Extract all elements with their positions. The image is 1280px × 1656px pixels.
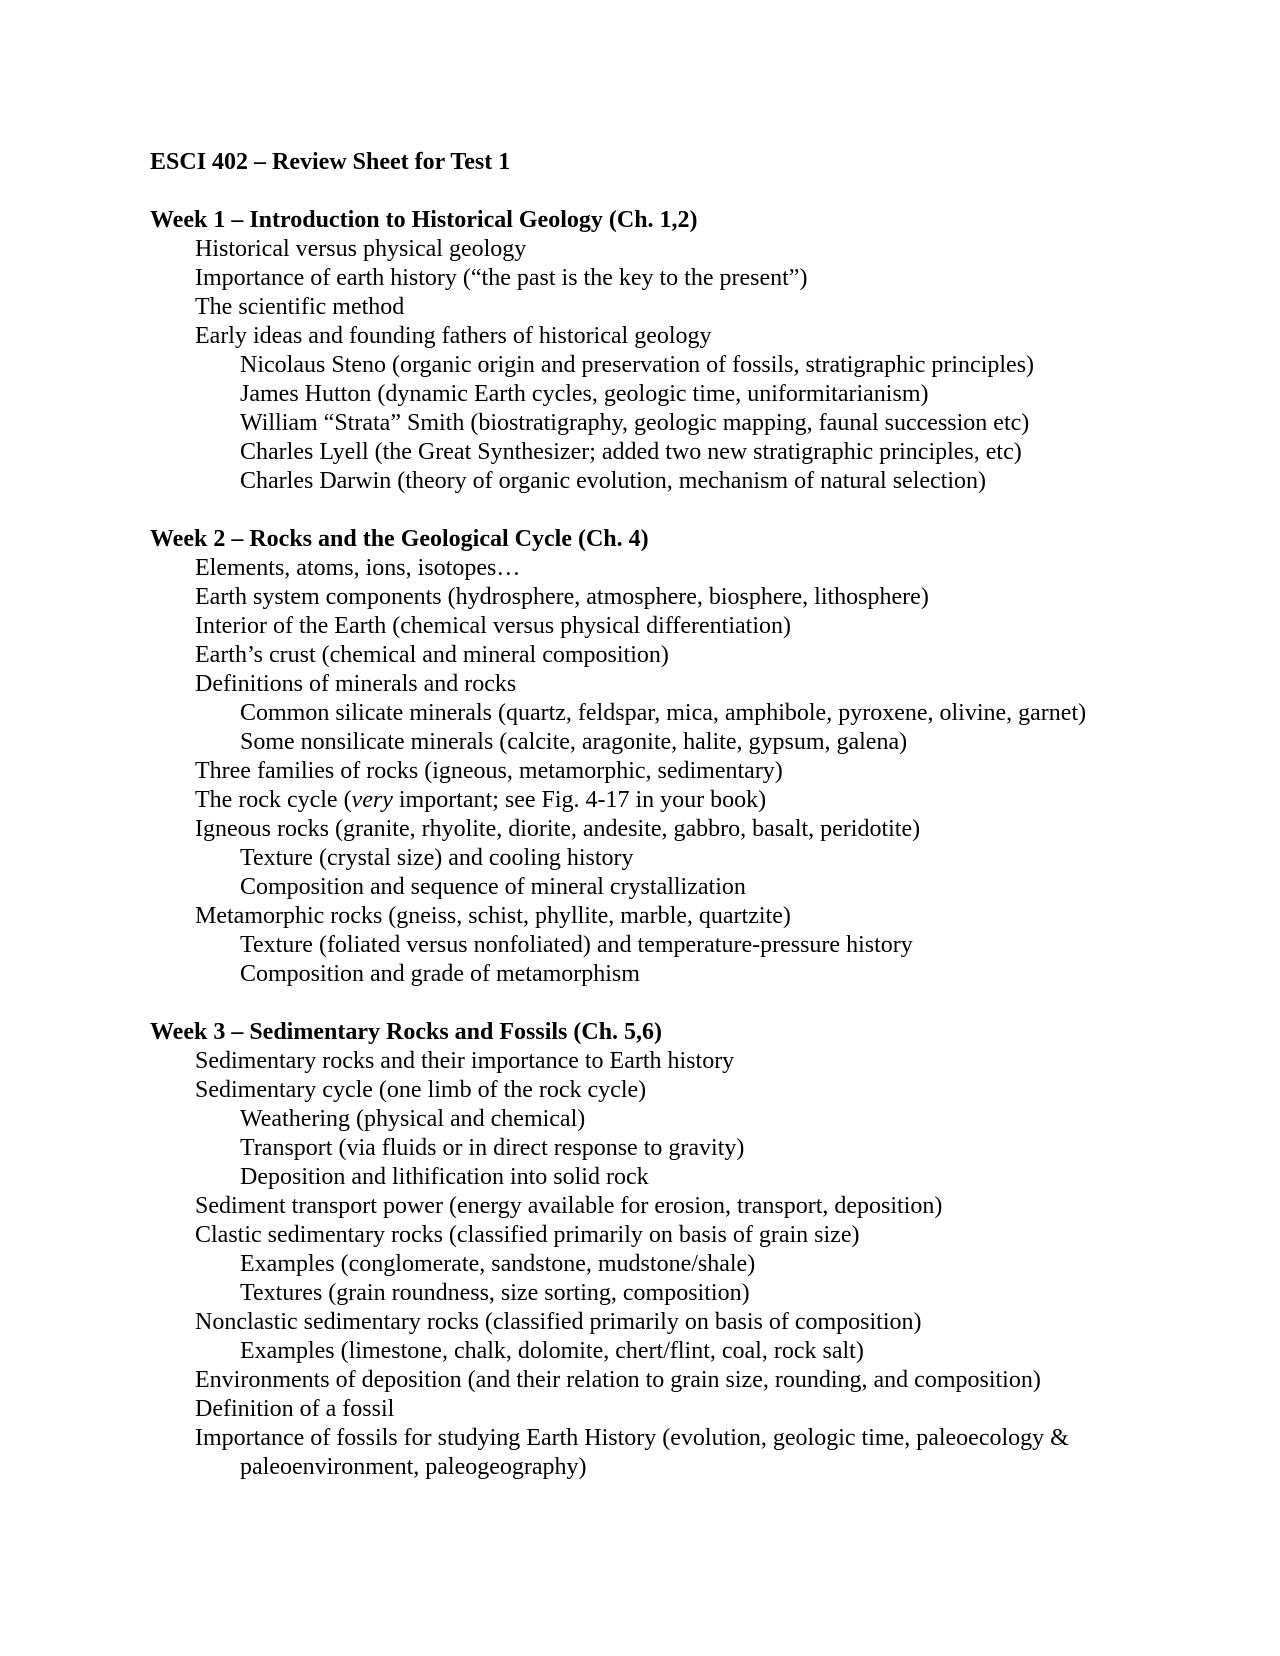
sub-list-item: Nicolaus Steno (organic origin and preservation of fossils, stratigraphic principles) <box>240 352 1035 378</box>
list-item: Metamorphic rocks (gneiss, schist, phyllite, marble, quartzite) <box>195 903 791 929</box>
week-2-heading: Week 2 – Rocks and the Geological Cycle (Ch. 4) <box>150 526 649 552</box>
sub-list-item: Common silicate minerals (quartz, feldspar, mica, amphibole, pyroxene, olivine, garnet) <box>240 700 1087 726</box>
list-item: Environments of deposition (and their relation to grain size, rounding, and composition) <box>195 1367 1041 1393</box>
sub-list-item: Some nonsilicate minerals (calcite, aragonite, halite, gypsum, galena) <box>240 729 908 755</box>
list-item: Elements, atoms, ions, isotopes… <box>195 555 521 581</box>
list-item: The scientific method <box>195 294 405 320</box>
list-item: Earth’s crust (chemical and mineral composition) <box>195 642 669 668</box>
list-item: Interior of the Earth (chemical versus physical differentiation) <box>195 613 791 639</box>
sub-list-item: Charles Darwin (theory of organic evolution, mechanism of natural selection) <box>240 468 986 494</box>
sub-list-item: Transport (via fluids or in direct response to gravity) <box>240 1135 745 1161</box>
review-sheet <box>150 148 1230 1482</box>
sub-list-item: Composition and grade of metamorphism <box>240 961 640 987</box>
list-item: Sediment transport power (energy available for erosion, transport, deposition) <box>195 1193 943 1219</box>
sub-list-item: Charles Lyell (the Great Synthesizer; added two new stratigraphic principles, etc) <box>240 439 1022 465</box>
list-item: Sedimentary cycle (one limb of the rock cycle) <box>195 1077 647 1103</box>
sub-list-item: William “Strata” Smith (biostratigraphy, geologic mapping, faunal succession etc) <box>240 410 1030 436</box>
sub-list-item: Weathering (physical and chemical) <box>240 1106 586 1132</box>
list-item: Definitions of minerals and rocks <box>195 671 517 697</box>
sub-list-item: Examples (limestone, chalk, dolomite, chert/flint, coal, rock salt) <box>240 1338 864 1364</box>
document-title: ESCI 402 – Review Sheet for Test 1 <box>150 149 511 175</box>
rock-cycle-text-start: The rock cycle ( <box>195 787 352 813</box>
week-1-heading: Week 1 – Introduction to Historical Geology (Ch. 1,2) <box>150 207 698 233</box>
list-item <box>150 786 1230 815</box>
rock-cycle-text-end: important; see Fig. 4-17 in your book) <box>392 787 767 813</box>
list-item: Nonclastic sedimentary rocks (classified primarily on basis of composition) <box>195 1309 922 1335</box>
list-item: Definition of a fossil <box>195 1396 395 1422</box>
list-item: Historical versus physical geology <box>195 236 527 262</box>
list-item: Importance of earth history (“the past is the key to the present”) <box>195 265 808 291</box>
week-3-heading: Week 3 – Sedimentary Rocks and Fossils (Ch. 5,6) <box>150 1019 663 1045</box>
list-item: Earth system components (hydrosphere, atmosphere, biosphere, lithosphere) <box>195 584 929 610</box>
sub-list-item: Texture (foliated versus nonfoliated) and temperature-pressure history <box>240 932 913 958</box>
sub-list-item: Textures (grain roundness, size sorting, composition) <box>240 1280 750 1306</box>
list-item: Sedimentary rocks and their importance to Earth history <box>195 1048 735 1074</box>
sub-list-item: James Hutton (dynamic Earth cycles, geologic time, uniformitarianism) <box>240 381 929 407</box>
list-item: Clastic sedimentary rocks (classified primarily on basis of grain size) <box>195 1222 860 1248</box>
week-2-section <box>150 525 1230 989</box>
list-item-wrapped: Importance of fossils for studying Earth History (evolution, geologic time, paleoecology & paleoenvironment, paleogeography) <box>195 1425 1069 1480</box>
list-item: Early ideas and founding fathers of historical geology <box>195 323 712 349</box>
emphasis-very: very <box>351 787 393 813</box>
list-item: Igneous rocks (granite, rhyolite, diorite, andesite, gabbro, basalt, peridotite) <box>195 816 921 842</box>
sub-list-item: Examples (conglomerate, sandstone, mudstone/shale) <box>240 1251 756 1277</box>
week-3-section <box>150 1018 1230 1482</box>
sub-list-item: Texture (crystal size) and cooling history <box>240 845 634 871</box>
sub-list-item: Composition and sequence of mineral crystallization <box>240 874 746 900</box>
list-item: Three families of rocks (igneous, metamorphic, sedimentary) <box>195 758 783 784</box>
sub-list-item: Deposition and lithification into solid rock <box>240 1164 649 1190</box>
week-1-section <box>150 206 1230 496</box>
